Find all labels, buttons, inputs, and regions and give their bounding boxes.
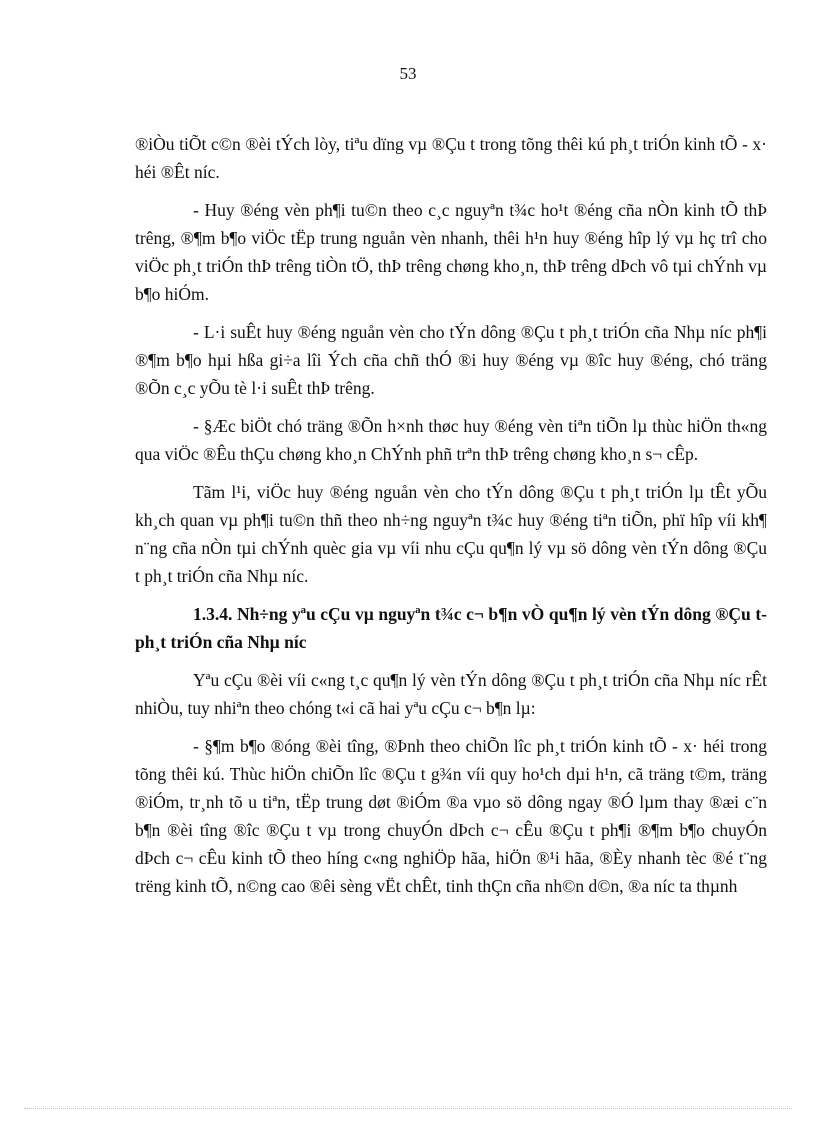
paragraph-interest-rate: - L·i suÊt huy ®éng nguån vèn cho tÝn dông ®Çu t ph¸t triÓn cña Nhµ níc ph¶i ®¶m b¶o hµi hßa gi÷a lîi Ých cña chñ thÓ ®i huy ®éng vµ ®îc huy ®éng, chó träng ®Õn c¸c yÕu tè l·i suÊt thÞ trêng.	[135, 322, 767, 398]
paragraph-summary: Tãm l¹i, viÖc huy ®éng nguån vèn cho tÝn dông ®Çu t ph¸t triÓn lµ tÊt yÕu kh¸ch quan vµ ph¶i tu©n thñ theo nh÷ng nguyªn t¾c huy ®éng tiªn tiÕn, phï hîp víi kh¶ n¨ng cña nÒn tµi chÝnh quèc gia vµ víi nhu cÇu qu¶n lý vµ sö dông vèn tÝn dông ®Çu t ph¸t triÓn cña Nhµ níc.	[135, 482, 767, 586]
paragraph-continuation: ®iÒu tiÕt c©n ®èi tÝch lòy, tiªu dïng vµ ®Çu t trong tõng thêi kú ph¸t triÓn kinh tÕ - x· héi ®Êt níc.	[135, 134, 767, 182]
paragraph-bond-auction: - §Æc biÖt chó träng ®Õn h×nh thøc huy ®éng vèn tiªn tiÕn lµ thùc hiÖn th«ng qua viÖc ®Êu thÇu chøng kho¸n ChÝnh phñ trªn thÞ trêng chøng kho¸n s¬ cÊp.	[135, 416, 767, 464]
document-body	[135, 130, 767, 910]
paragraph-requirement-one: - §¶m b¶o ®óng ®èi tîng, ®Þnh theo chiÕn lîc ph¸t triÓn kinh tÕ - x· héi trong tõng thêi kú. Thùc hiÖn chiÕn lîc ®Çu t g¾n víi quy ho¹ch dµi h¹n, cã träng t©m, träng ®iÓm, tr¸nh tõ u tiªn, tËp trung døt ®iÓm ®a vµo sö dông ngay ®Ó lµm thay ®æi c¨n b¶n ®èi tîng ®îc ®Çu t vµ trong chuyÓn dÞch c¬ cÊu ®Çu t ph¶i ®¶m b¶o chuyÓn dÞch c¬ cÊu kinh tÕ theo híng c«ng nghiÖp hãa, hiÖn ®¹i hãa, ®Èy nhanh tèc ®é t¨ng trëng kinh tÕ, n©ng cao ®êi sèng vËt chÊt, tinh thÇn cña nh©n d©n, ®a níc ta thµnh	[135, 736, 767, 896]
paragraph-capital-mobilization: - Huy ®éng vèn ph¶i tu©n theo c¸c nguyªn t¾c ho¹t ®éng cña nÒn kinh tÕ thÞ trêng, ®¶m b¶o viÖc tËp trung nguån vèn nhanh, thêi h¹n huy ®éng hîp lý vµ hç trî cho viÖc ph¸t triÓn thÞ trêng tiÒn tÖ, thÞ trêng chøng kho¸n, thÞ trêng dÞch vô tµi chÝnh vµ b¶o hiÓm.	[135, 200, 767, 304]
page-number: 53	[399, 64, 417, 83]
section-heading: 1.3.4. Nh÷ng yªu cÇu vµ nguyªn t¾c c¬ b¶n vÒ qu¶n lý vèn tÝn dông ®Çu t ph¸t triÓn cña Nhµ níc	[135, 604, 767, 652]
page-bottom-border	[24, 1108, 792, 1109]
paragraph-requirements-intro: Yªu cÇu ®èi víi c«ng t¸c qu¶n lý vèn tÝn dông ®Çu t ph¸t triÓn cña Nhµ níc rÊt nhiÒu, tuy nhiªn theo chóng t«i cã hai yªu cÇu c¬ b¶n lµ:	[135, 670, 767, 718]
